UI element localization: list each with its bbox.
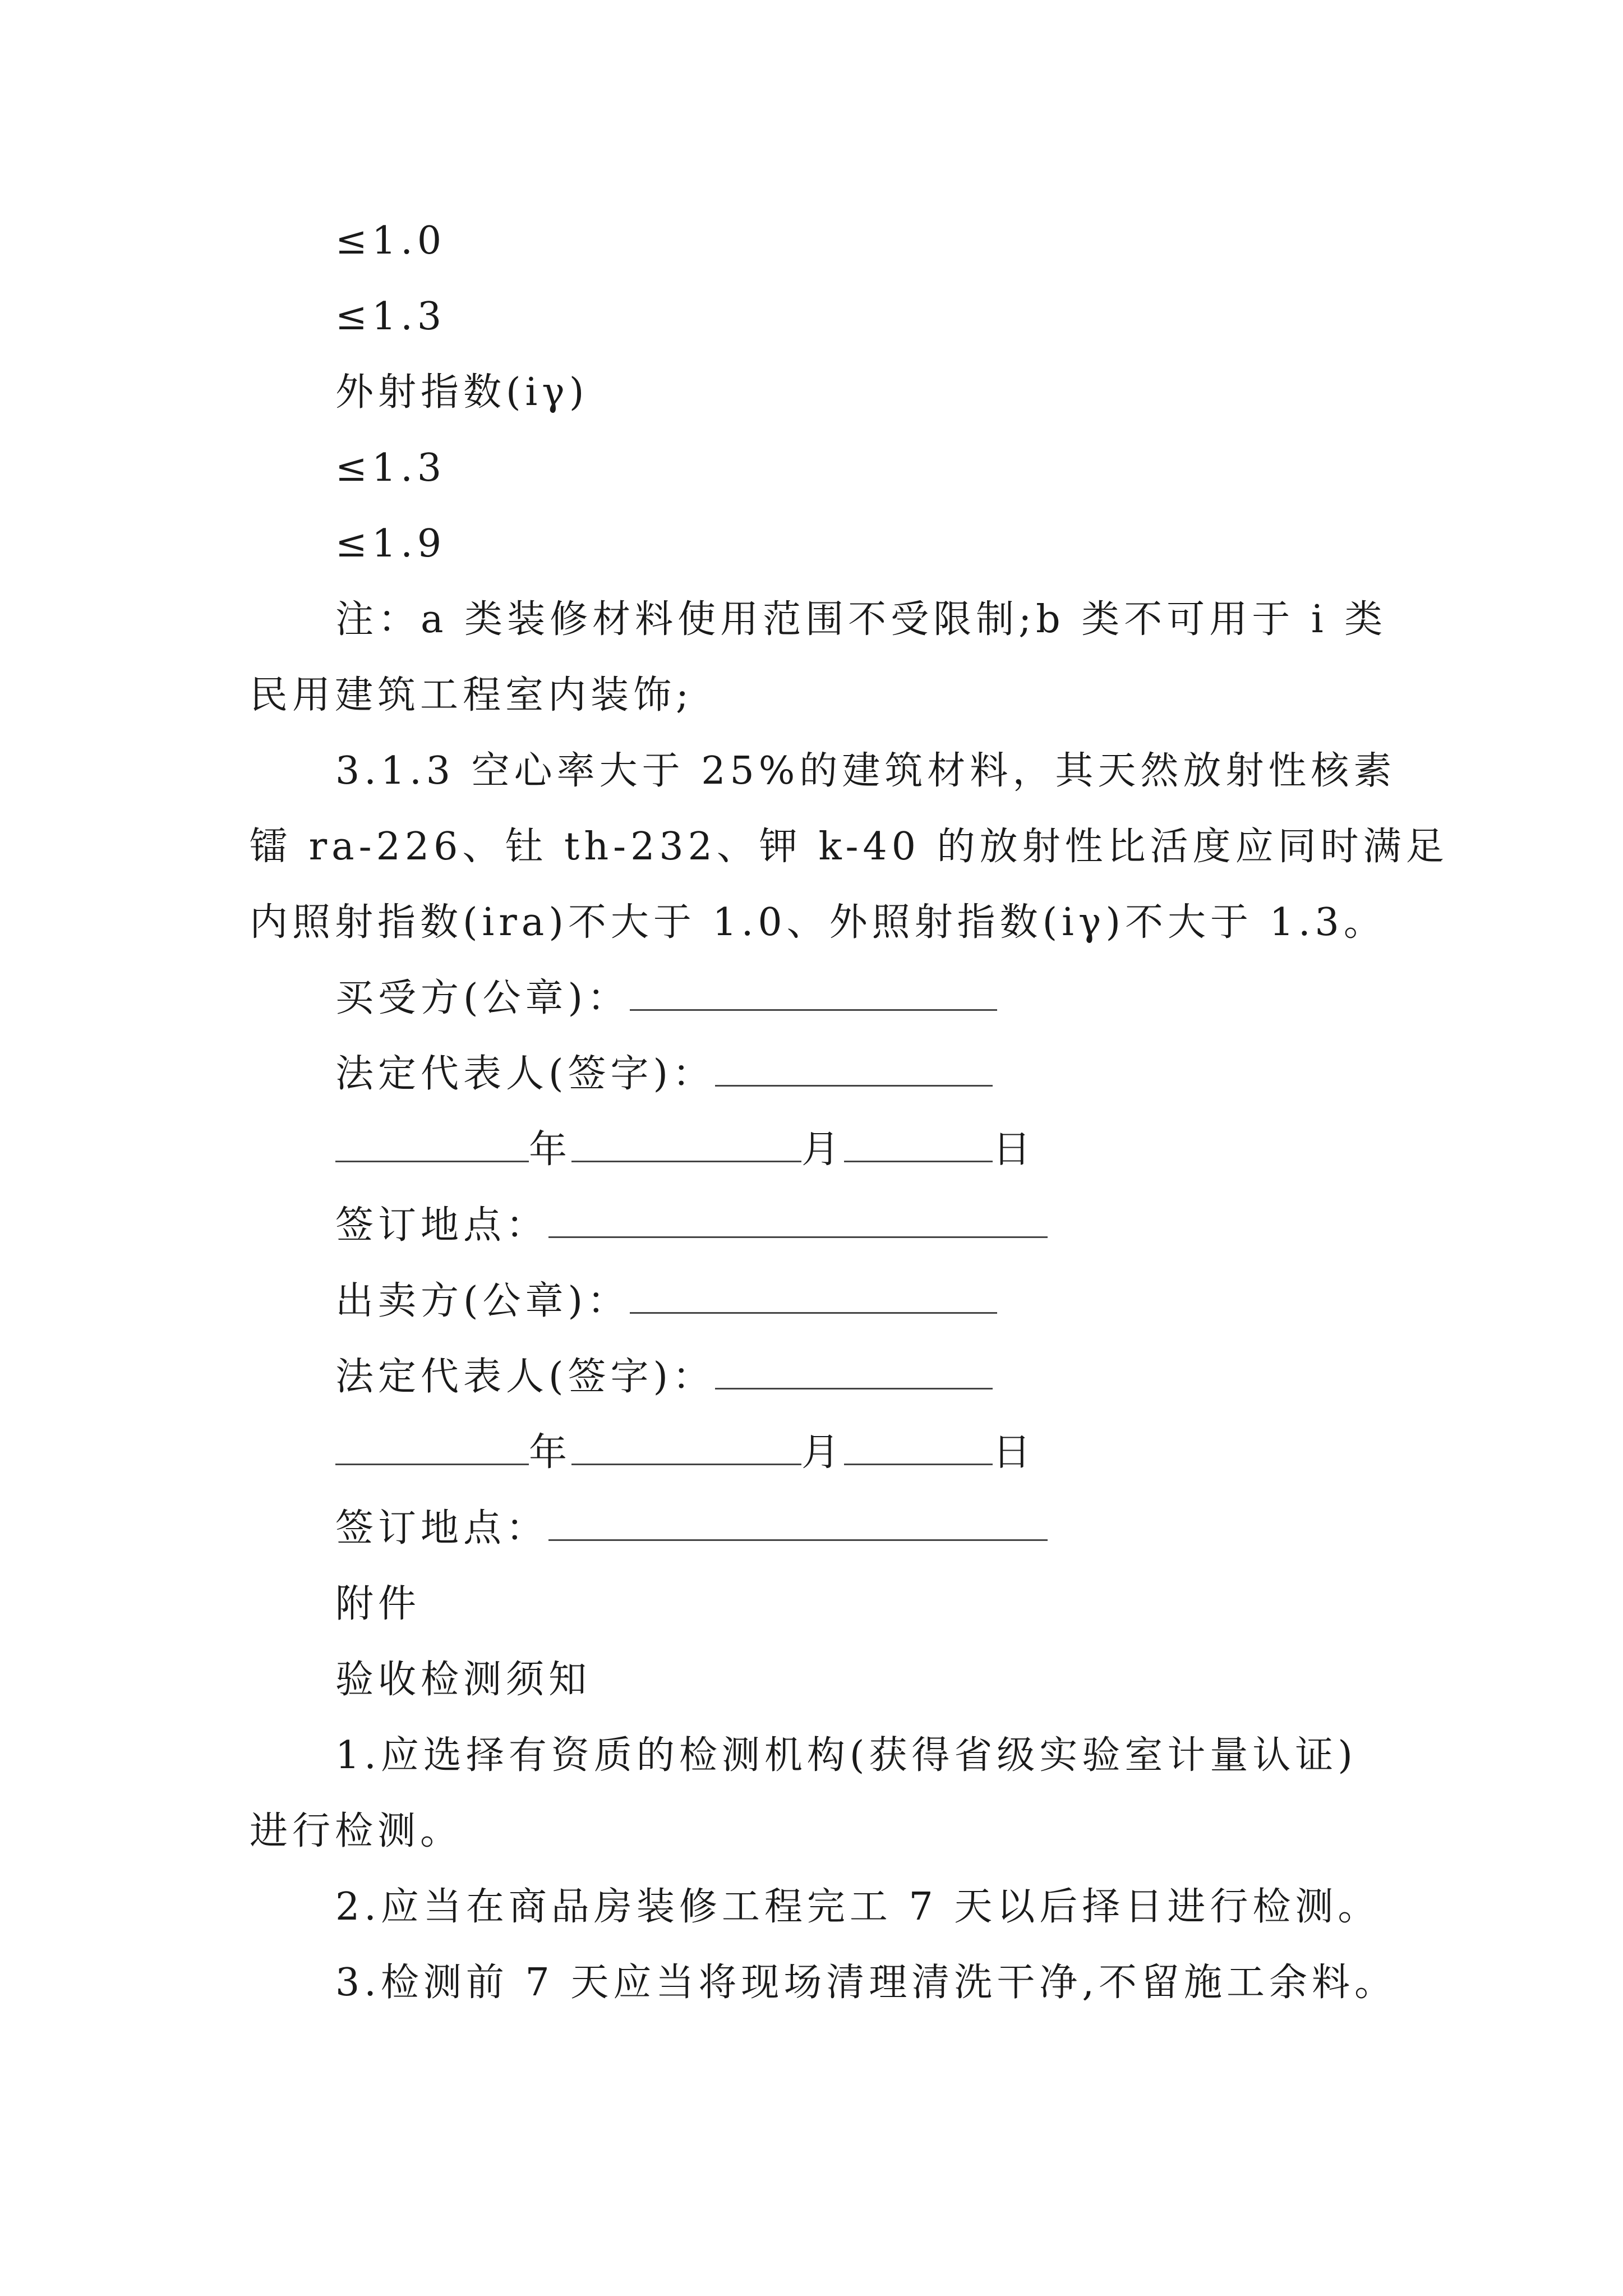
item-1-line-1: 1.应选择有资质的检测机构(获得省级实验室计量认证)	[335, 1733, 1357, 1778]
buyer-date-row	[335, 1125, 1513, 1175]
standard-value-2: ≤1.3	[335, 295, 446, 339]
buyer-day-field[interactable]	[844, 1126, 993, 1162]
attachment-label: 附件	[335, 1582, 421, 1626]
seller-seal-row	[335, 1276, 1513, 1327]
seller-rep-field[interactable]	[715, 1353, 993, 1389]
seller-day-field[interactable]	[844, 1429, 993, 1465]
seller-month-field[interactable]	[571, 1429, 801, 1465]
standard-value-1: ≤1.0	[335, 219, 446, 263]
buyer-month-label: 月	[801, 1128, 845, 1172]
buyer-seal-field[interactable]	[630, 974, 997, 1011]
buyer-month-field[interactable]	[571, 1126, 801, 1162]
buyer-day-label: 日	[993, 1128, 1036, 1172]
seller-rep-row	[335, 1352, 1513, 1402]
seller-month-label: 月	[801, 1430, 845, 1475]
note-line-1: 注：a 类装修材料使用范围不受限制;b 类不可用于 i 类	[335, 597, 1387, 642]
clause-line-3: 内照射指数(ira)不大于 1.0、外照射指数(iγ)不大于 1.3。	[250, 900, 1386, 945]
clause-line-2: 镭 ra-226、钍 th-232、钾 k-40 的放射性比活度应同时满足	[250, 825, 1449, 869]
buyer-rep-field[interactable]	[715, 1050, 993, 1087]
attachment-title: 验收检测须知	[335, 1658, 592, 1702]
seller-place-row	[335, 1503, 1513, 1554]
clause-line-1: 3.1.3 空心率大于 25%的建筑材料，其天然放射性核素	[335, 749, 1396, 793]
seller-party-label: 出卖方(公章)：	[335, 1279, 630, 1323]
seller-date-row	[335, 1428, 1513, 1478]
buyer-year-label: 年	[529, 1128, 572, 1172]
external-index-value-2: ≤1.9	[335, 522, 446, 566]
seller-place-label: 签订地点：	[335, 1506, 549, 1550]
buyer-place-label: 签订地点：	[335, 1203, 549, 1248]
buyer-place-field[interactable]	[548, 1202, 1048, 1238]
note-line-2: 民用建筑工程室内装饰;	[250, 673, 693, 717]
seller-day-label: 日	[993, 1430, 1036, 1475]
seller-place-field[interactable]	[548, 1504, 1048, 1541]
seller-year-label: 年	[529, 1430, 572, 1475]
external-index-label: 外射指数(iγ)	[335, 370, 589, 415]
seller-seal-field[interactable]	[630, 1277, 997, 1314]
buyer-party-label: 买受方(公章)：	[335, 976, 630, 1020]
buyer-year-field[interactable]	[335, 1126, 529, 1162]
seller-rep-label: 法定代表人(签字)：	[335, 1355, 716, 1399]
item-1-line-2: 进行检测。	[250, 1809, 463, 1853]
buyer-seal-row	[335, 973, 1513, 1024]
buyer-rep-row	[335, 1049, 1513, 1099]
seller-year-field[interactable]	[335, 1429, 529, 1465]
item-3: 3.检测前 7 天应当将现场清理清洗干净,不留施工余料。	[335, 1961, 1397, 2005]
external-index-value-1: ≤1.3	[335, 446, 446, 490]
item-2: 2.应当在商品房装修工程完工 7 天以后择日进行检测。	[335, 1885, 1381, 1929]
buyer-place-row	[335, 1200, 1513, 1251]
buyer-rep-label: 法定代表人(签字)：	[335, 1052, 716, 1096]
